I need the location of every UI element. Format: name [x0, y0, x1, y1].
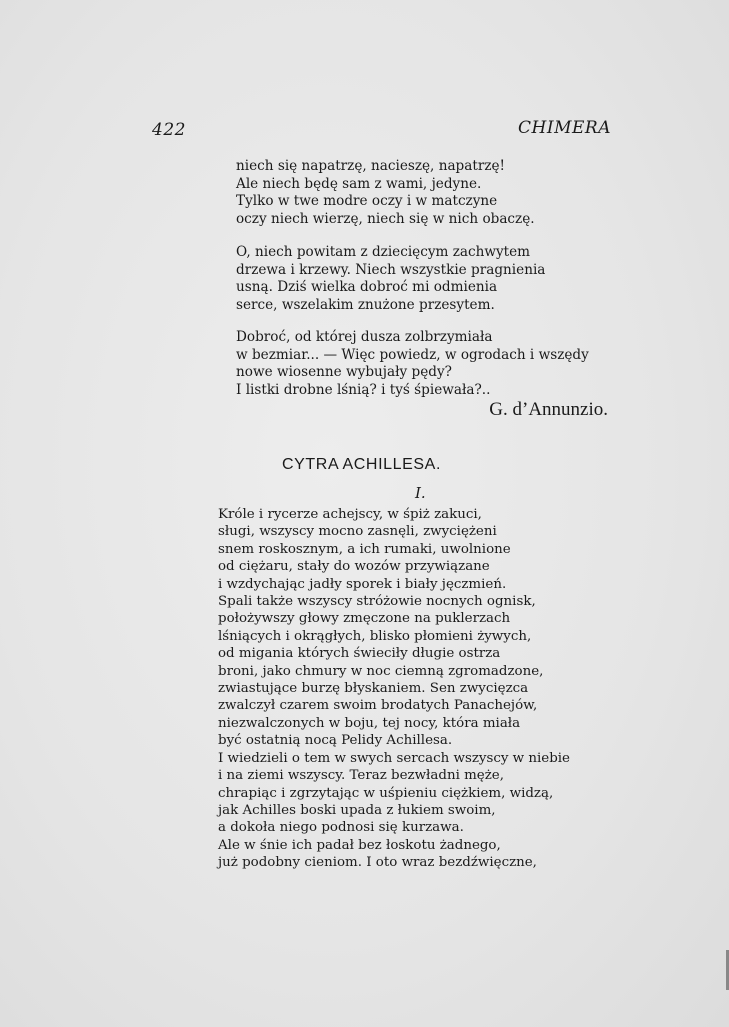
prose-line: niezwalczonych w boju, tej nocy, która miała [218, 715, 521, 731]
section-number: I. [415, 484, 426, 502]
poem-line: usną. Dziś wielka dobroć mi odmienia [236, 279, 498, 295]
prose-line: chrapiąc i zgrzytając w uśpieniu ciężkiem, widzą, [218, 785, 554, 801]
prose-line: Króle i rycerze achejscy, w śpiż zakuci, [218, 507, 482, 522]
prose-line: lśniących i okrągłych, blisko płomieni żywych, [218, 628, 532, 644]
prose-line: od ciężaru, stały do wozów przywiązane [218, 559, 490, 575]
prose-line: i wzdychając jadły sporek i biały jęczmień. [218, 576, 507, 592]
page-number: 422 [152, 120, 186, 140]
poem-line: Ale niech będę sam z wami, jedyne. [236, 175, 482, 192]
prose-line: I wiedzieli o tem w swych sercach wszyscy w niebie [218, 750, 570, 766]
section-title: CYTRA ACHILLESA. [282, 456, 441, 473]
prose-line: jak Achilles boski upada z łukiem swoim, [218, 802, 496, 818]
prose-line: położywszy głowy zmęczone na puklerzach [218, 611, 511, 627]
prose-line: już podobny cieniom. I oto wraz bezdźwięczne, [218, 855, 537, 871]
poem-line: O, niech powitam z dziecięcym zachwytem [236, 244, 531, 260]
prose-line: Ale w śnie ich padał bez łoskotu żadnego, [218, 837, 501, 853]
poem-line: niech się napatrzę, nacieszę, napatrzę! [236, 158, 505, 174]
poem-line: w bezmiar... — Więc powiedz, w ogrodach i wszędy [236, 346, 589, 363]
prose-line: sługi, wszyscy mocno zasnęli, zwyciężeni [218, 524, 497, 540]
prose-body [218, 506, 570, 872]
prose-line: zwiastujące burzę błyskaniem. Sen zwycięzca [218, 681, 529, 697]
prose-line: Spali także wszyscy stróżowie nocnych ognisk, [218, 594, 536, 610]
poem-line: Tylko w twe modre oczy i w matczyne [236, 193, 498, 209]
prose-line: a dokoła niego podnosi się kurzawa. [218, 820, 464, 836]
poem-line: nowe wiosenne wybujały pędy? [236, 364, 452, 380]
poem-line: serce, wszelakim znużone przesytem. [236, 296, 495, 313]
prose-line: snem roskosznym, a ich rumaki, uwolnione [218, 541, 511, 557]
poem-stanza-3 [236, 329, 606, 399]
poem-line: drzewa i krzewy. Niech wszystkie pragnienia [236, 261, 546, 278]
prose-line: od migania których świeciły długie ostrza [218, 646, 501, 662]
running-head-title: CHIMERA [518, 118, 611, 138]
poem-stanza-1 [236, 158, 606, 228]
poem-line: Dobroć, od której dusza zolbrzymiała [236, 329, 493, 345]
poem-line: I listki drobne lśnią? i tyś śpiewała?.. [236, 381, 491, 398]
poem-author-signature: G. d’Annunzio. [489, 399, 608, 420]
prose-line: być ostatnią nocą Pelidy Achillesa. [218, 733, 453, 749]
prose-line: broni, jako chmury w noc ciemną zgromadzone, [218, 663, 544, 679]
poem-stanza-2 [236, 244, 606, 314]
prose-line: zwalczył czarem swoim brodatych Panachejów, [218, 698, 538, 714]
prose-line: i na ziemi wszyscy. Teraz bezwładni męże, [218, 768, 504, 784]
poem-line: oczy niech wierzę, niech się w nich obaczę. [236, 210, 535, 227]
